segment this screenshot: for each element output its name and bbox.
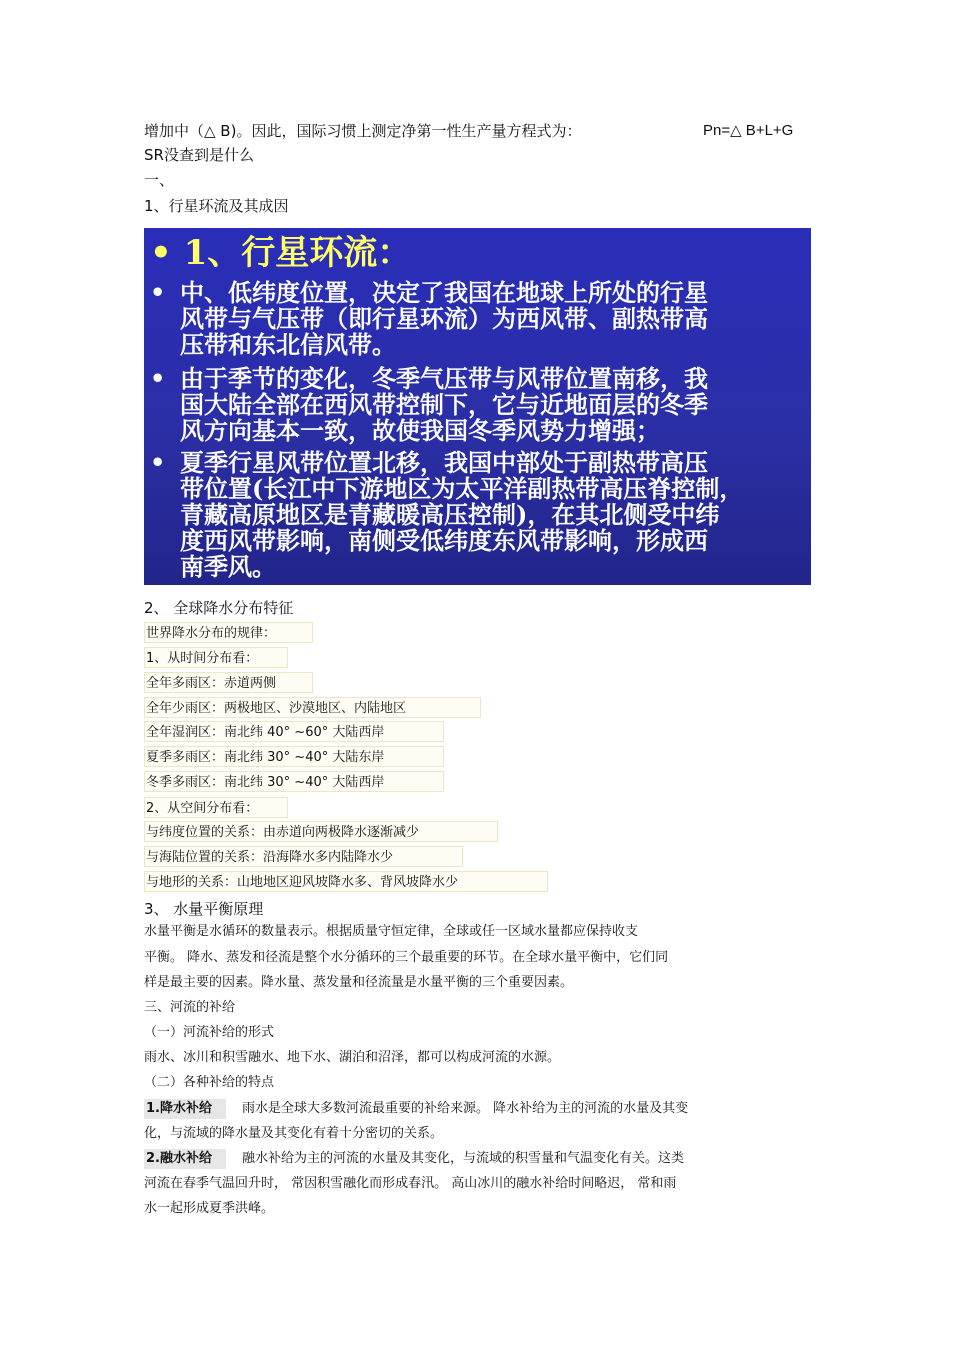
paragraph-line: 平衡。 降水、蒸发和径流是整个水分循环的三个最重要的环节。在全球水量平衡中，它们同 [144, 950, 669, 965]
section-2-heading: 2、 全球降水分布特征 [144, 599, 294, 617]
river-heading: 三、河流的补给 [144, 1000, 236, 1015]
precip-row: 夏季多雨区：南北纬 30° ~40° 大陆东岸 [144, 746, 444, 767]
precip-row: 冬季多雨区：南北纬 30° ~40° 大陆西岸 [144, 771, 444, 792]
planetary-circulation-slide [144, 228, 811, 585]
precip-row: 全年少雨区：两极地区、沙漠地区、内陆地区 [144, 697, 481, 718]
precip-row: 全年湿润区：南北纬 40° ~60° 大陆西岸 [144, 721, 444, 742]
slide-bullet-text: 中、低纬度位置，决定了我国在地球上所处的行星 风带与气压带（即行星环流）为西风带、副热带高 压带和东北信风带。 [180, 278, 708, 359]
slide-bullet-text: 夏季行星风带位置北移，我国中部处于副热带高压 带位置(长江中下游地区为太平洋副热带高压脊控制， 青藏高原地区是青藏暖高压控制)，在其北侧受中纬 度西风带影响，南侧受低纬度东风带影响，形成西 南季风。 [180, 448, 744, 581]
river-subheading-2: （二）各种补给的特点 [144, 1075, 275, 1090]
precip-row: 世界降水分布的规律： [144, 622, 313, 643]
bullet-icon: • [150, 278, 166, 307]
section-3-heading: 3、 水量平衡原理 [144, 900, 264, 918]
river-subheading-1: （一）河流补给的形式 [144, 1025, 275, 1040]
melt-supply-line-1 [144, 1149, 684, 1169]
intro-line-2: SR没查到是什么 [144, 146, 254, 164]
paragraph-line: 化，与流域的降水量及其变化有着十分密切的关系。 [144, 1126, 444, 1141]
npp-formula: Pn=△ B+L+G [703, 122, 794, 139]
precip-row: 与海陆位置的关系：沿海降水多内陆降水少 [144, 846, 463, 867]
paragraph-line: 河流在春季气温回升时， 常因积雪融化而形成春汛。 高山冰川的融水补给时间略迟， 常和雨 [144, 1176, 677, 1191]
precip-row: 1、从时间分布看： [144, 647, 288, 668]
bullet-icon: • [150, 448, 166, 477]
intro-line-3: 一、 [144, 171, 175, 189]
precip-row: 2、从空间分布看： [144, 797, 288, 818]
precip-row: 与地形的关系：山地地区迎风坡降水多、背风坡降水少 [144, 871, 548, 892]
slide-title: • 1、行星环流： [150, 233, 412, 273]
paragraph-text: 融水补给为主的河流的水量及其变化，与流域的积雪量和气温变化有关。这类 [241, 1151, 684, 1166]
rain-supply-line-1 [144, 1099, 688, 1119]
bullet-icon: • [150, 364, 166, 393]
precip-row: 全年多雨区：赤道两侧 [144, 672, 313, 693]
slide-bullet-2 [150, 366, 805, 444]
paragraph-line: 水量平衡是水循环的数量表示。根据质量守恒定律，全球或任一区域水量都应保持收支 [144, 924, 639, 939]
intro-line-1: 增加中（△ B)。因此，国际习惯上测定净第一性生产量方程式为： [144, 122, 582, 140]
precip-row: 与纬度位置的关系：由赤道向两极降水逐渐减少 [144, 821, 498, 842]
paragraph-line: 水一起形成夏季洪峰。 [144, 1201, 275, 1216]
paragraph-text: 雨水是全球大多数河流最重要的补给来源。 降水补给为主的河流的水量及其变 [241, 1101, 689, 1116]
rain-supply-tag: 1.降水补给 [144, 1099, 226, 1119]
paragraph-line: 样是最主要的因素。降水量、蒸发量和径流量是水量平衡的三个重要因素。 [144, 975, 574, 990]
slide-bullet-3 [150, 450, 805, 580]
slide-bullet-1 [150, 280, 805, 358]
section-1-heading: 1、行星环流及其成因 [144, 197, 289, 215]
slide-bullet-text: 由于季节的变化，冬季气压带与风带位置南移，我 国大陆全部在西风带控制下，它与近地面层的冬季 风方向基本一致，故使我国冬季风势力增强； [180, 364, 708, 445]
paragraph-line: 雨水、冰川和积雪融水、地下水、湖泊和沼泽，都可以构成河流的水源。 [144, 1050, 561, 1065]
melt-supply-tag: 2.融水补给 [144, 1149, 226, 1169]
